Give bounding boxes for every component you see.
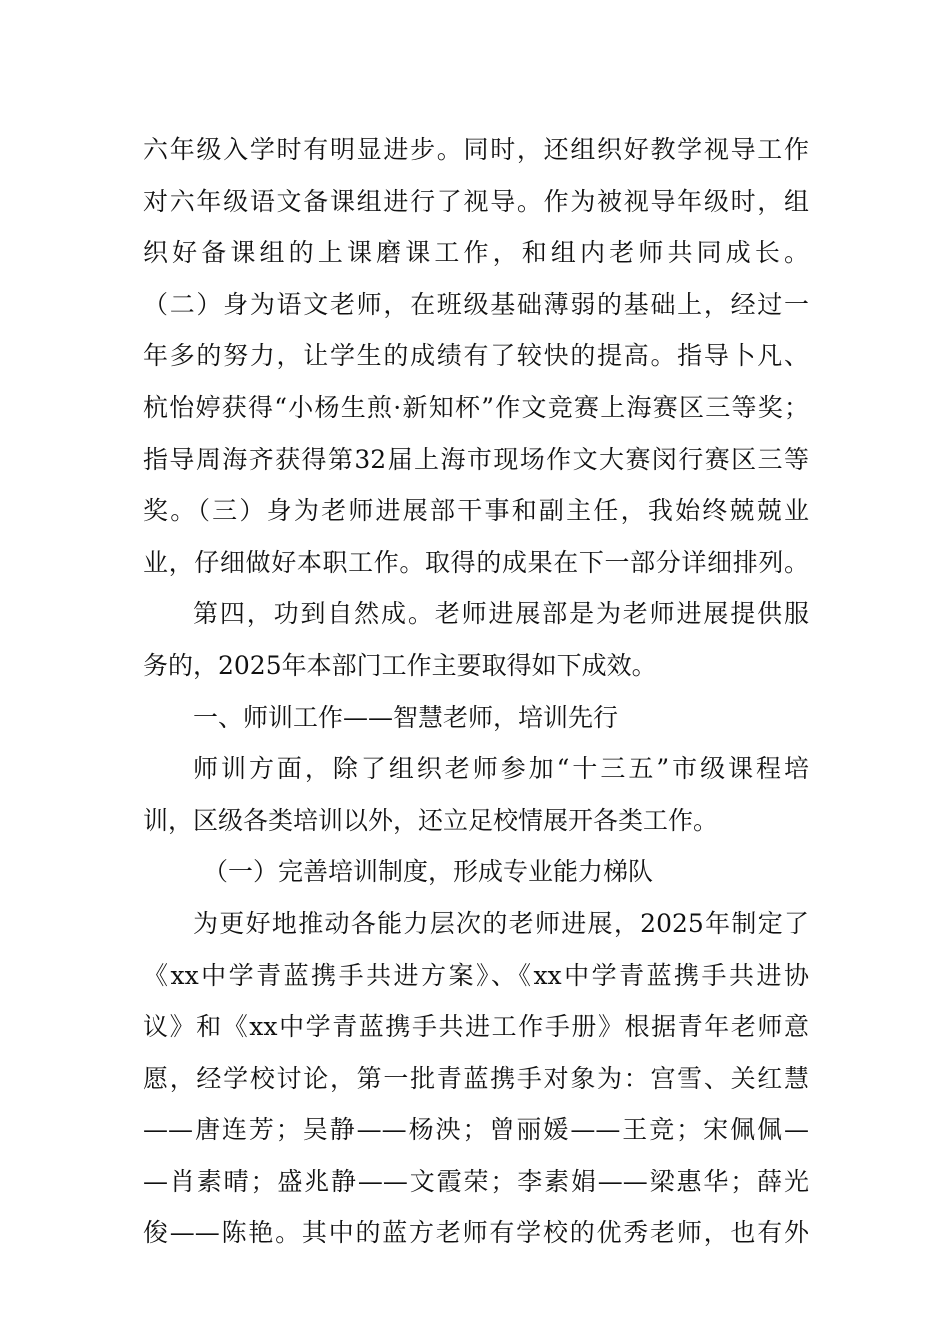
text-line: 议》和《xx中学青蓝携手共进工作手册》根据青年老师意 bbox=[143, 1012, 809, 1042]
text-line: 训，区级各类培训以外，还立足校情展开各类工作。 bbox=[143, 805, 719, 835]
text-line: 师训方面，除了组织老师参加“十三五”市级课程培 bbox=[193, 754, 809, 784]
text-line: （一）完善培训制度，形成专业能力梯队 bbox=[203, 857, 654, 887]
text-line: 为更好地推动各能力层次的老师进展，2025年制定了 bbox=[193, 908, 809, 938]
document-body bbox=[143, 124, 809, 1259]
text-line: 杭怡婷获得“小杨生煎·新知杯”作文竞赛上海赛区三等奖； bbox=[143, 392, 809, 422]
text-line: （二）身为语文老师，在班级基础薄弱的基础上，经过一 bbox=[143, 289, 809, 319]
text-line: 务的，2025年本部门工作主要取得如下成效。 bbox=[143, 650, 657, 680]
text-line: 织好备课组的上课磨课工作，和组内老师共同成长。 bbox=[143, 238, 809, 268]
text-line: 一、师训工作——智慧老师，培训先行 bbox=[193, 702, 619, 732]
text-line: ——唐连芳；吴静——杨泱；曾丽媛——王竞；宋佩佩— bbox=[143, 1115, 809, 1145]
text-line: 俊——陈艳。其中的蓝方老师有学校的优秀老师，也有外 bbox=[143, 1218, 809, 1248]
text-line: 第四，功到自然成。老师进展部是为老师进展提供服 bbox=[193, 599, 809, 629]
text-line: 六年级入学时有明显进步。同时，还组织好教学视导工作 bbox=[143, 135, 809, 164]
text-line: 对六年级语文备课组进行了视导。作为被视导年级时，组 bbox=[143, 186, 809, 216]
text-line: 《xx中学青蓝携手共进方案》、《xx中学青蓝携手共进协 bbox=[143, 960, 809, 990]
text-line: 奖。（三）身为老师进展部干事和副主任，我始终兢兢业 bbox=[143, 496, 809, 526]
text-line: 指导周海齐获得第32届上海市现场作文大赛闵行赛区三等 bbox=[143, 444, 809, 474]
text-line: 业，仔细做好本职工作。取得的成果在下一部分详细排列。 bbox=[143, 547, 809, 577]
text-line: 愿，经学校讨论，第一批青蓝携手对象为：宫雪、关红慧 bbox=[143, 1063, 809, 1093]
text-line: —肖素晴；盛兆静——文霞荣；李素娟——梁惠华；薛光 bbox=[143, 1166, 809, 1196]
text-line: 年多的努力，让学生的成绩有了较快的提高。指导卜凡、 bbox=[143, 341, 809, 371]
